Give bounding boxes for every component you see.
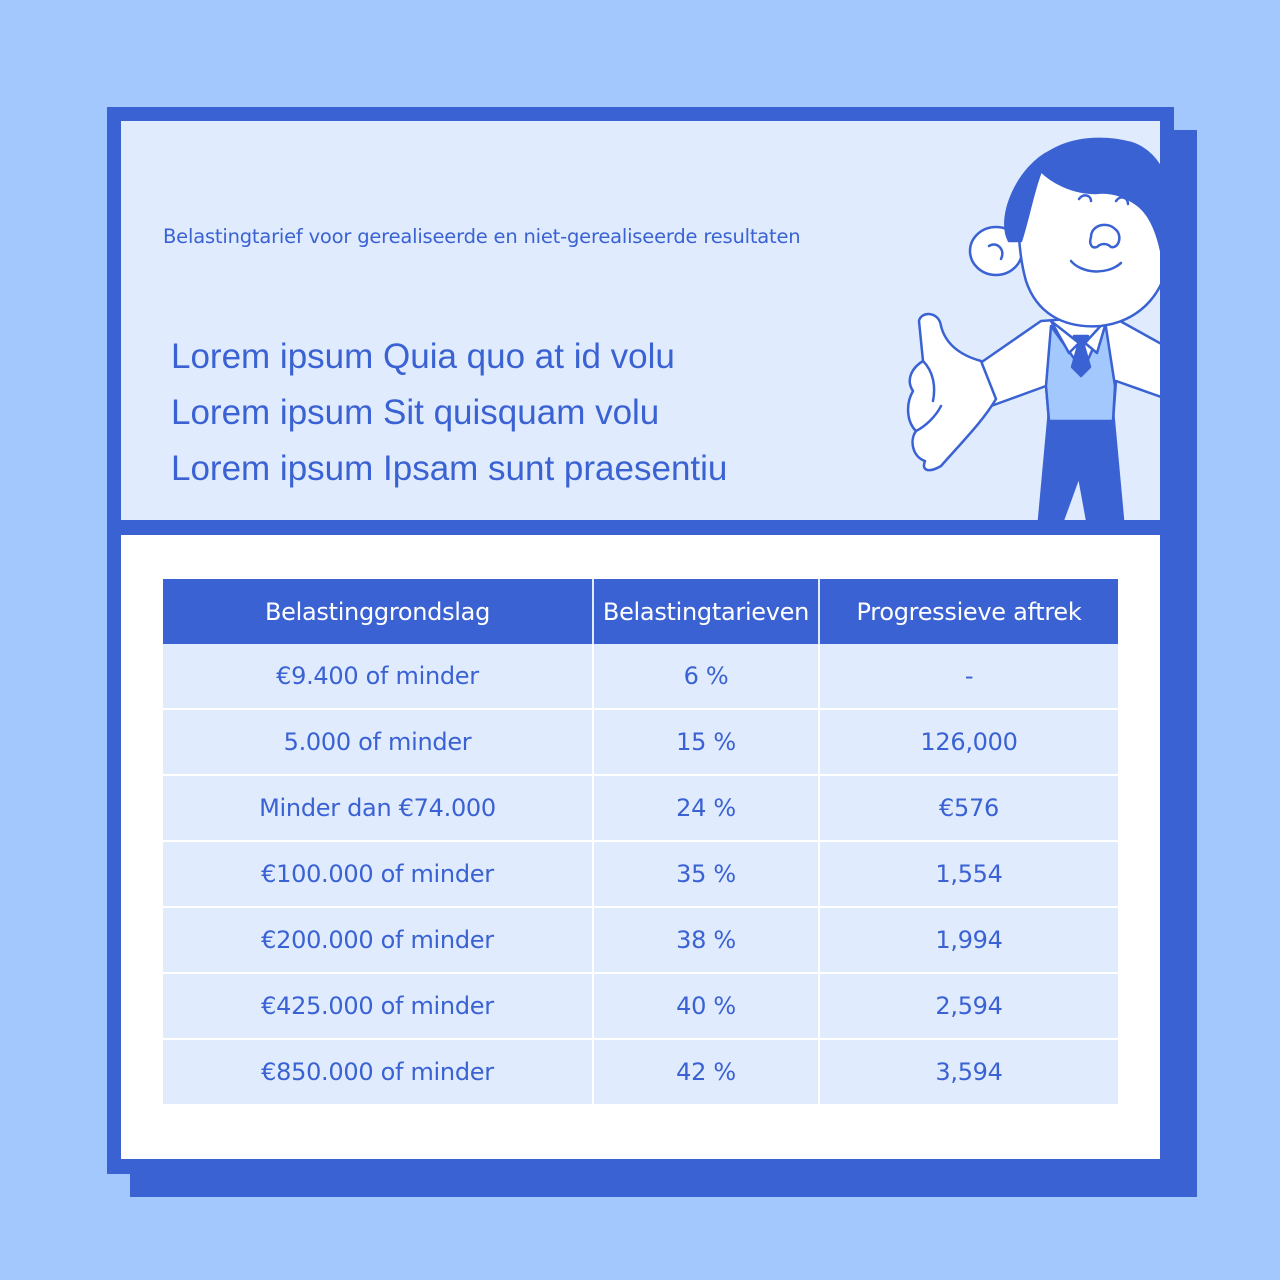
table-cell: 126,000	[819, 709, 1118, 775]
header-panel	[121, 121, 1160, 520]
table-header-row	[163, 579, 1118, 644]
intro-line: Lorem ipsum Quia quo at id volu	[171, 337, 675, 376]
table-cell: €200.000 of minder	[163, 907, 593, 973]
table-cell: 5.000 of minder	[163, 709, 593, 775]
table-row	[163, 841, 1118, 907]
table-row	[163, 709, 1118, 775]
table-cell: 24 %	[593, 775, 819, 841]
table-cell: €100.000 of minder	[163, 841, 593, 907]
table-cell: 15 %	[593, 709, 819, 775]
table-cell: 3,594	[819, 1039, 1118, 1104]
table-row	[163, 907, 1118, 973]
table-cell: €9.400 of minder	[163, 644, 593, 709]
table-row	[163, 1039, 1118, 1104]
table-cell: 35 %	[593, 841, 819, 907]
intro-line: Lorem ipsum Sit quisquam volu	[171, 393, 660, 432]
column-header: Progressieve aftrek	[819, 579, 1118, 644]
subtitle: Belastingtarief voor gerealiseerde en niet-gerealiseerde resultaten	[163, 225, 801, 248]
table-cell: 40 %	[593, 973, 819, 1039]
table-cell: Minder dan €74.000	[163, 775, 593, 841]
table-row	[163, 775, 1118, 841]
table-cell: 1,554	[819, 841, 1118, 907]
table-cell: 1,994	[819, 907, 1118, 973]
cartoon-man-welcoming-icon	[901, 121, 1160, 520]
table-row	[163, 644, 1118, 709]
table-cell: 38 %	[593, 907, 819, 973]
intro-line: Lorem ipsum Ipsam sunt praesentiu	[171, 449, 728, 488]
table-cell: €425.000 of minder	[163, 973, 593, 1039]
table-row	[163, 973, 1118, 1039]
intro-lines	[171, 329, 727, 497]
table-cell: €850.000 of minder	[163, 1039, 593, 1104]
column-header: Belastinggrondslag	[163, 579, 593, 644]
table-cell: €576	[819, 775, 1118, 841]
table-cell: 42 %	[593, 1039, 819, 1104]
table-cell: -	[819, 644, 1118, 709]
table-cell: 6 %	[593, 644, 819, 709]
column-header: Belastingtarieven	[593, 579, 819, 644]
table-cell: 2,594	[819, 973, 1118, 1039]
tax-rate-table	[163, 579, 1118, 1104]
